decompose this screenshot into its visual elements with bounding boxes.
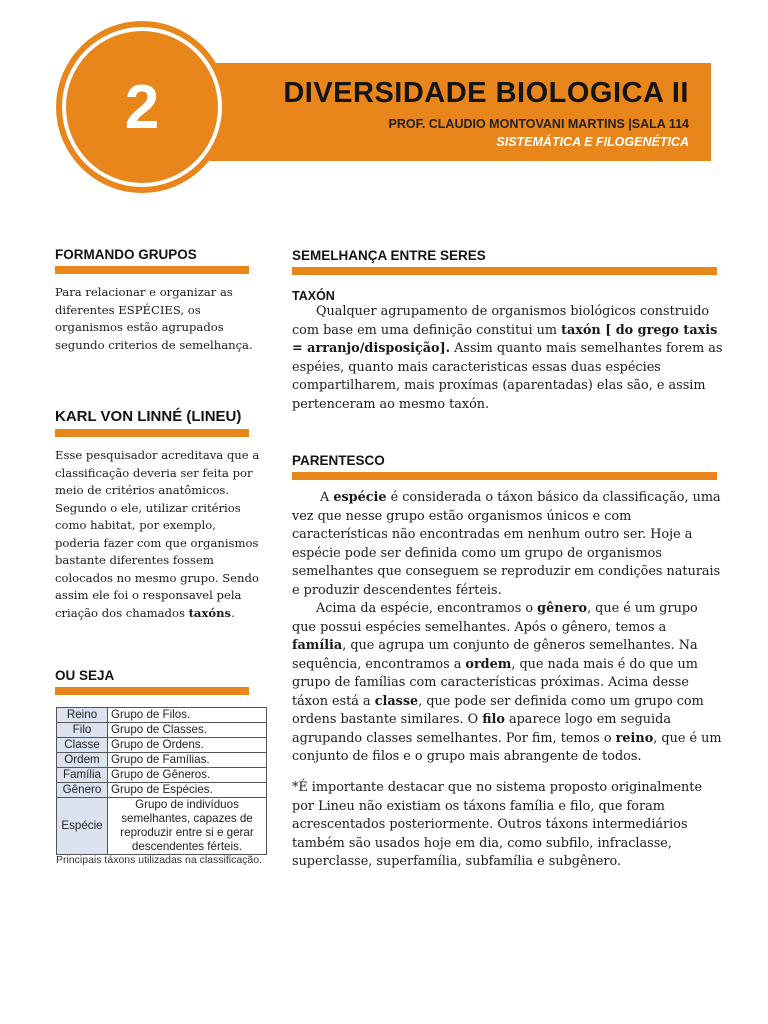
taxa-table: [56, 707, 267, 855]
professor-line: PROF. CLAUDIO MONTOVANI MARTINS |SALA 114: [388, 117, 689, 131]
parentesco-note: *É importante destacar que no sistema proposto originalmente por Lineu não existiam os táxons família e filo, que foram acrescentados posteriormente. Outros táxons intermediários também são usados hoje em dia, como subfilo, infraclasse, superclasse, superfamília, subfamília e subgênero.: [292, 780, 703, 869]
parentesco-rule: [292, 472, 717, 480]
taxon-subheading: TAXÓN: [292, 289, 335, 303]
parentesco-heading: PARENTESCO: [292, 453, 385, 468]
table-row: Gênero Grupo de Espécies.: [57, 783, 267, 798]
page-title: DIVERSIDADE BIOLOGICA II: [283, 77, 689, 109]
formando-text: Para relacionar e organizar as diferentes ESPÉCIES, os organismos estão agrupados segundo criterios de semelhança.: [55, 285, 253, 352]
lineu-heading: KARL VON LINNÉ (LINEU): [55, 408, 242, 425]
lineu-rule: [55, 429, 249, 437]
chapter-badge: [66, 31, 218, 183]
table-row: Espécie Grupo de indivíduos semelhantes, capazes de reproduzir entre si e gerar descendentes férteis.: [57, 798, 267, 855]
table-row: Filo Grupo de Classes.: [57, 723, 267, 738]
semelhanca-rule: [292, 267, 717, 275]
ou-seja-rule: [55, 687, 249, 695]
ou-seja-heading: OU SEJA: [55, 668, 115, 683]
parentesco-text: [292, 489, 724, 767]
chapter-number: 2: [124, 72, 160, 142]
parentesco-paragraph-1: A espécie é considerada o táxon básico da classificação, uma vez que nesse grupo estão organismos únicos e com características não encontradas em nenhum outro ser. Hoje a espécie pode ser definida como um grupo de organismos semelhantes que conseguem se reproduzir em condições naturais e produzir descendentes férteis.: [292, 490, 721, 598]
formando-heading: FORMANDO GRUPOS: [55, 247, 197, 262]
parentesco-paragraph-2: Acima da espécie, encontramos o gênero, que é um grupo que possui espécies semelhantes. Após o gênero, temos a família, que agrupa um conjunto de gêneros semelhantes. Na sequência, encontramos a ordem, que nada mais é do que um grupo de famílias com características próximas. Acima desse táxon está a classe, que pode ser definida como um grupo com ordens bastante similares. O filo aparece logo em seguida agrupando classes semelhantes. Por fim, temos o reino, que é um conjunto de filos e o grupo mais abrangente de todos.: [292, 601, 722, 764]
taxon-definition-bold: taxón [ do grego taxis = arranjo/disposição].: [292, 322, 718, 356]
table-row: Ordem Grupo de Famílias.: [57, 753, 267, 768]
table-row: Reino Grupo de Filos.: [57, 708, 267, 723]
lineu-bold-taxons: taxóns: [188, 605, 232, 620]
table-row: Família Grupo de Gêneros.: [57, 768, 267, 783]
semelhanca-heading: SEMELHANÇA ENTRE SERES: [292, 248, 486, 263]
table-caption: Principais táxons utilizadas na classificação.: [56, 854, 263, 866]
table-row: Classe Grupo de Ordens.: [57, 738, 267, 753]
semelhanca-text: Qualquer agrupamento de organismos biológicos construido com base em uma definição constitui um taxón [ do grego taxis = arranjo/disposição]. Assim quanto mais semelhantes forem as espéies, quanto mais caracteristicas essas duas espécies compartilharem, mais proxímas (aparentadas) elas são, e assim pertenceram ao mesmo taxón.: [292, 304, 723, 412]
header-banner: [210, 63, 711, 161]
lineu-text: Esse pesquisador acreditava que a classificação deveria ser feita por meio de critérios anatômicos. Segundo o ele, utilizar critérios como habitat, por exemplo, poderia fazer com que organismos bastante diferentes fossem colocados no mesmo grupo. Sendo assim ele foi o responsavel pela criação dos chamados taxóns.: [55, 448, 260, 620]
page-subtitle: SISTEMÁTICA E FILOGENÉTICA: [496, 135, 689, 149]
formando-rule: [55, 266, 249, 274]
